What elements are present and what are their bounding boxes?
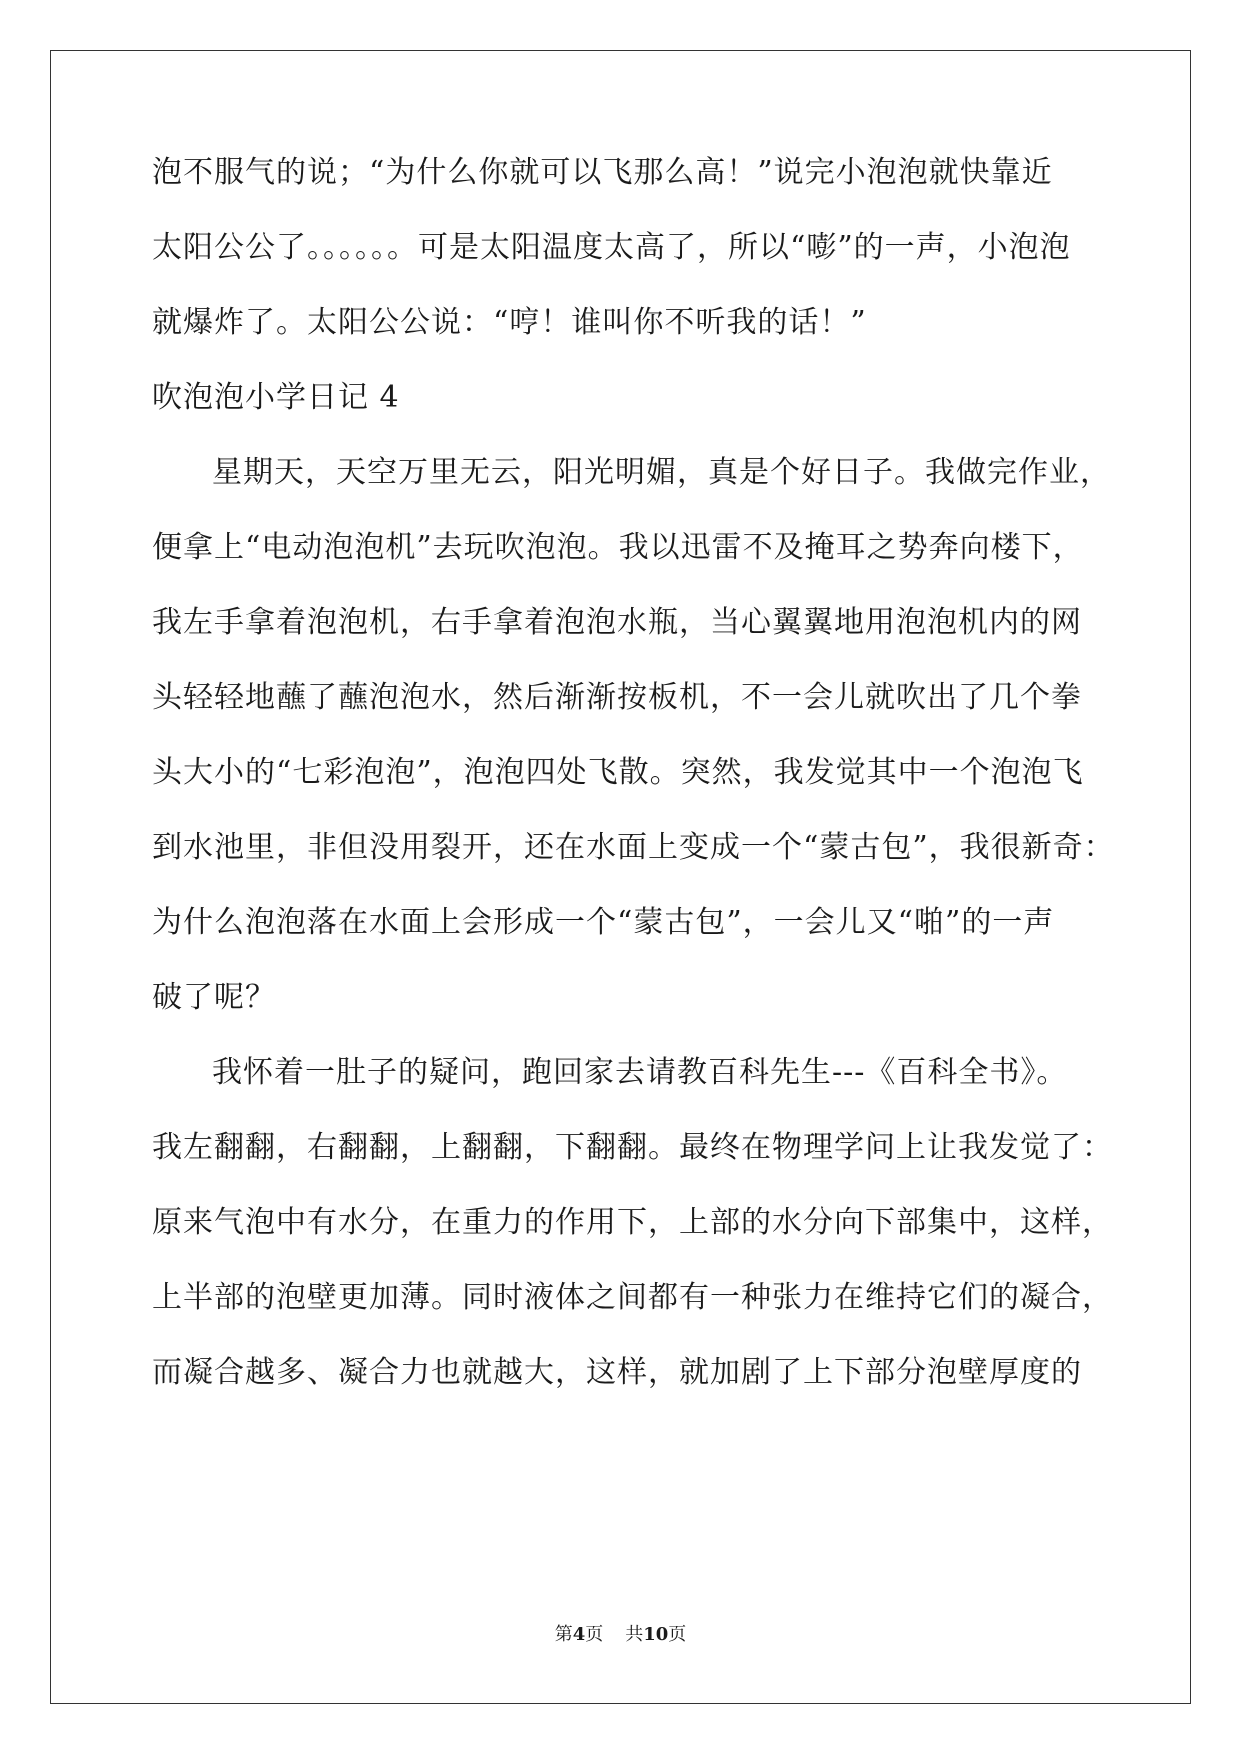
text-line: 就爆炸了。太阳公公说：“哼！谁叫你不听我的话！” — [152, 305, 867, 340]
text-line: 头轻轻地蘸了蘸泡泡水，然后渐渐按板机，不一会儿就吹出了几个拳 — [152, 680, 1082, 715]
page-number: 4 — [572, 1624, 586, 1645]
section-title: 吹泡泡小学日记 4 — [152, 380, 400, 415]
page-suffix: 页 — [585, 1624, 604, 1645]
page-prefix: 第 — [554, 1624, 573, 1645]
total-pages: 10 — [643, 1624, 669, 1645]
text-line: 便拿上“电动泡泡机”去玩吹泡泡。我以迅雷不及掩耳之势奔向楼下， — [152, 530, 1084, 565]
text-line: 星期天，天空万里无云，阳光明媚，真是个好日子。我做完作业， — [212, 455, 1111, 490]
page-footer — [0, 1623, 1241, 1647]
text-line: 泡不服气的说；“为什么你就可以飞那么高！”说完小泡泡就快靠近 — [152, 155, 1053, 190]
text-line: 上半部的泡壁更加薄。同时液体之间都有一种张力在维持它们的凝合， — [152, 1280, 1113, 1315]
total-suffix: 页 — [668, 1624, 687, 1645]
text-line: 太阳公公了。。。。。。可是太阳温度太高了，所以“嘭”的一声，小泡泡 — [152, 230, 1071, 265]
text-line: 而凝合越多、凝合力也就越大，这样，就加剧了上下部分泡壁厚度的 — [152, 1355, 1082, 1390]
text-line: 原来气泡中有水分，在重力的作用下，上部的水分向下部集中，这样， — [152, 1205, 1113, 1240]
text-line: 我左手拿着泡泡机，右手拿着泡泡水瓶，当心翼翼地用泡泡机内的网 — [152, 605, 1082, 640]
total-prefix: 共 — [625, 1624, 644, 1645]
text-line: 破了呢？ — [152, 980, 276, 1015]
text-line: 为什么泡泡落在水面上会形成一个“蒙古包”，一会儿又“啪”的一声 — [152, 905, 1055, 940]
text-line: 到水池里，非但没用裂开，还在水面上变成一个“蒙古包”，我很新奇： — [152, 830, 1115, 865]
text-line: 头大小的“七彩泡泡”，泡泡四处飞散。突然，我发觉其中一个泡泡飞 — [152, 755, 1084, 790]
text-line: 我怀着一肚子的疑问，跑回家去请教百科先生---《百科全书》。 — [212, 1055, 1068, 1090]
page-border — [50, 50, 1191, 1704]
text-line: 我左翻翻，右翻翻，上翻翻，下翻翻。最终在物理学问上让我发觉了： — [152, 1130, 1113, 1165]
